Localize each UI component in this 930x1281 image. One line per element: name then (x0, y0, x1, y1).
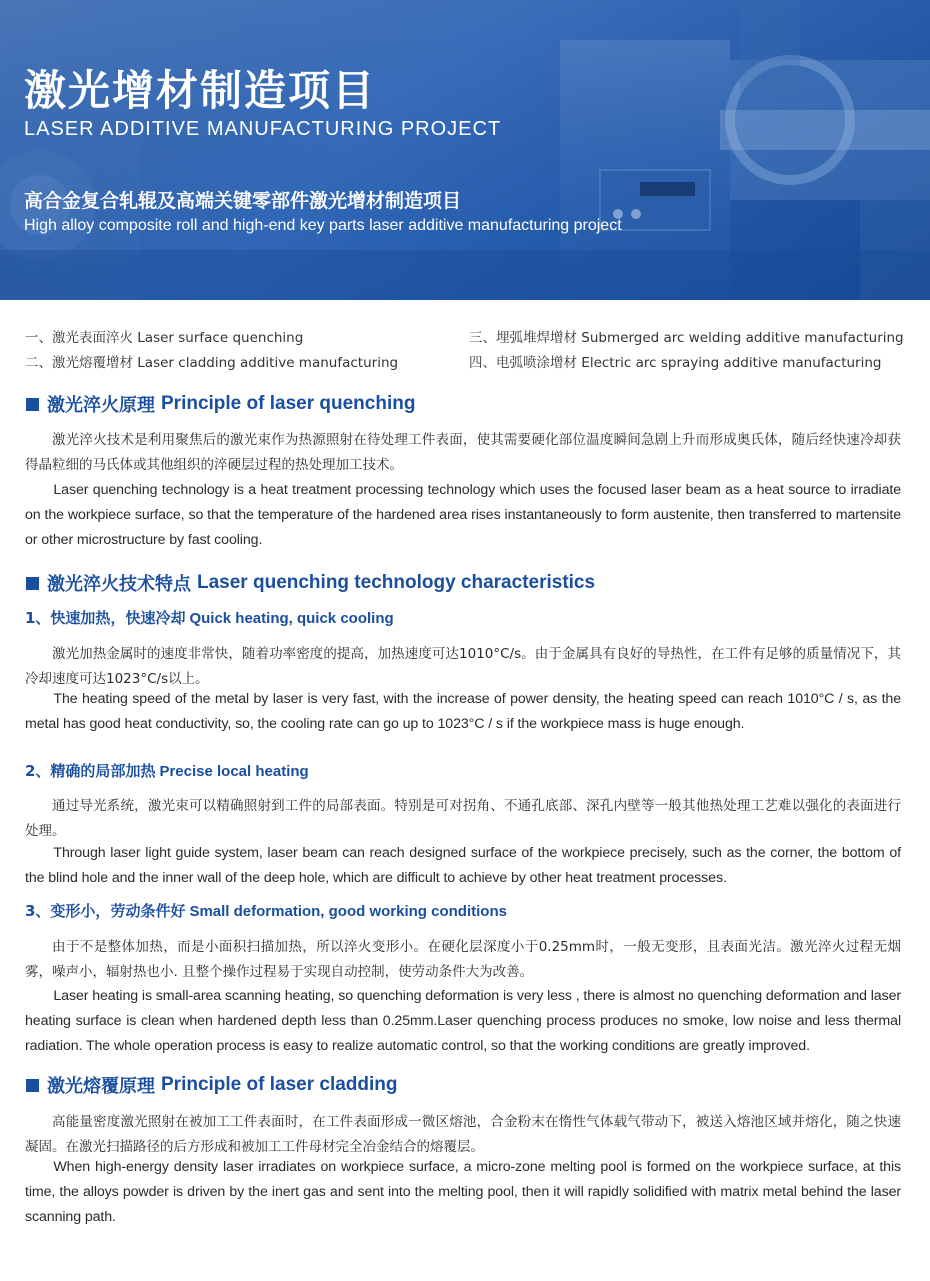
heading-square-icon (26, 398, 39, 411)
section-title-cn: 激光淬火技术特点 (47, 574, 191, 595)
section-heading-quench-characteristics (26, 570, 595, 596)
paragraph-en: When high-energy density laser irradiates on workpiece surface, a micro-zone melting pool is formed on the workpiece surface, at this time, the alloys powder is driven by the inert gas and sent into the melting pool, then it will rapidly solidified with matrix metal behind the laser scanning path. (25, 1159, 901, 1225)
heading-square-icon (26, 1079, 39, 1092)
subheading-en: Small deformation, good working conditions (189, 903, 507, 920)
page-title-english: LASER ADDITIVE MANUFACTURING PROJECT (24, 118, 502, 140)
section-title-cn: 激光熔覆原理 (47, 1076, 155, 1097)
section-title-en: Principle of laser quenching (161, 393, 416, 414)
section-heading-quench-principle (26, 391, 415, 417)
subheading-small-deformation (25, 900, 507, 921)
heading-square-icon (26, 577, 39, 590)
paragraph-en: Laser heating is small-area scanning heating, so quenching deformation is very less , there is almost no quenching deformation and laser heating surface is clean when hardened depth less than 0.25mm.Laser quenching process produces no smoke, low noise and less thermal radiation. The whole operation process is easy to realize automatic control, so that the working conditions are greatly improved. (25, 988, 901, 1054)
subheading-cn: 3、变形小，劳动条件好 (25, 902, 186, 920)
subheading-en: Precise local heating (159, 763, 309, 780)
paragraph-cn: 激光淬火技术是利用聚焦后的激光束作为热源照射在待处理工件表面，使其需要硬化部位温度瞬间急剧上升而形成奥氏体，随后经快速冷却获得晶粒细的马氏体或其他组织的淬硬层过程的热处理加工技术。 (25, 432, 901, 473)
category-item: 三、埋弧堆焊增材 Submerged arc welding additive manufacturing (469, 330, 904, 346)
paragraph-cn: 通过导光系统，激光束可以精确照射到工件的局部表面。特别是可对拐角、不通孔底部、深孔内壁等一般其他热处理工艺难以强化的表面进行处理。 (25, 798, 901, 839)
section-heading-cladding-principle (26, 1072, 398, 1098)
category-item: 四、电弧喷涂增材 Electric arc spraying additive manufacturing (469, 355, 882, 371)
subheading-en: Quick heating, quick cooling (189, 610, 394, 627)
paragraph-en: Laser quenching technology is a heat treatment processing technology which uses the focused laser beam as a heat source to irradiate on the workpiece surface, so that the temperature of the hardened area rises instantaneously to form austenite, then transferred to martensite or other microstructure by fast cooling. (25, 482, 901, 548)
category-item: 二、激光熔覆增材 Laser cladding additive manufacturing (25, 355, 399, 371)
paragraph-en: Through laser light guide system, laser beam can reach designed surface of the workpiece precisely, such as the corner, the bottom of the blind hole and the inner wall of the deep hole, which are difficult to achieve by other heat treatment processes. (25, 845, 901, 886)
subheading-quick-heating (25, 607, 394, 628)
project-subtitle: 高合金复合轧辊及高端关键零部件激光增材制造项目 (24, 190, 462, 212)
subheading-cn: 2、精确的局部加热 (25, 762, 156, 780)
header-banner (0, 0, 930, 300)
section-title-cn: 激光淬火原理 (47, 395, 155, 416)
page-title: 激光增材制造项目 (24, 66, 377, 115)
paragraph-en: The heating speed of the metal by laser is very fast, with the increase of power density, the heating speed can reach 1010°C / s, as the metal has good heat conductivity, so, the cooling rate can go up to 1023°C / s if the workpiece mass is huge enough. (25, 691, 901, 732)
paragraph-cn: 高能量密度激光照射在被加工工件表面时，在工件表面形成一微区熔池，合金粉末在惰性气体载气带动下，被送入熔池区域并熔化，随之快速凝固。在激光扫描路径的后方形成和被加工工件母材完全冶金结合的熔覆层。 (25, 1114, 901, 1155)
category-item: 一、激光表面淬火 Laser surface quenching (25, 330, 304, 346)
subheading-precise-local-heating (25, 760, 309, 781)
paragraph-cn: 由于不是整体加热，而是小面积扫描加热，所以淬火变形小。在硬化层深度小于0.25mm时，一般无变形，且表面光洁。激光淬火过程无烟雾，噪声小，辐射热也小. 且整个操作过程易于实现自动控制，使劳动条件大为改善。 (25, 939, 901, 980)
subheading-cn: 1、快速加热，快速冷却 (25, 609, 186, 627)
machine-background-image (0, 0, 930, 300)
project-subtitle-english: High alloy composite roll and high-end key parts laser additive manufacturing project (24, 217, 622, 234)
section-title-en: Laser quenching technology characteristics (197, 572, 596, 593)
section-title-en: Principle of laser cladding (161, 1074, 398, 1095)
paragraph-cn: 激光加热金属时的速度非常快，随着功率密度的提高，加热速度可达1010°C/s。由于金属具有良好的导热性，在工件有足够的质量情况下，其冷却速度可达1023°C/s以上。 (25, 646, 901, 687)
